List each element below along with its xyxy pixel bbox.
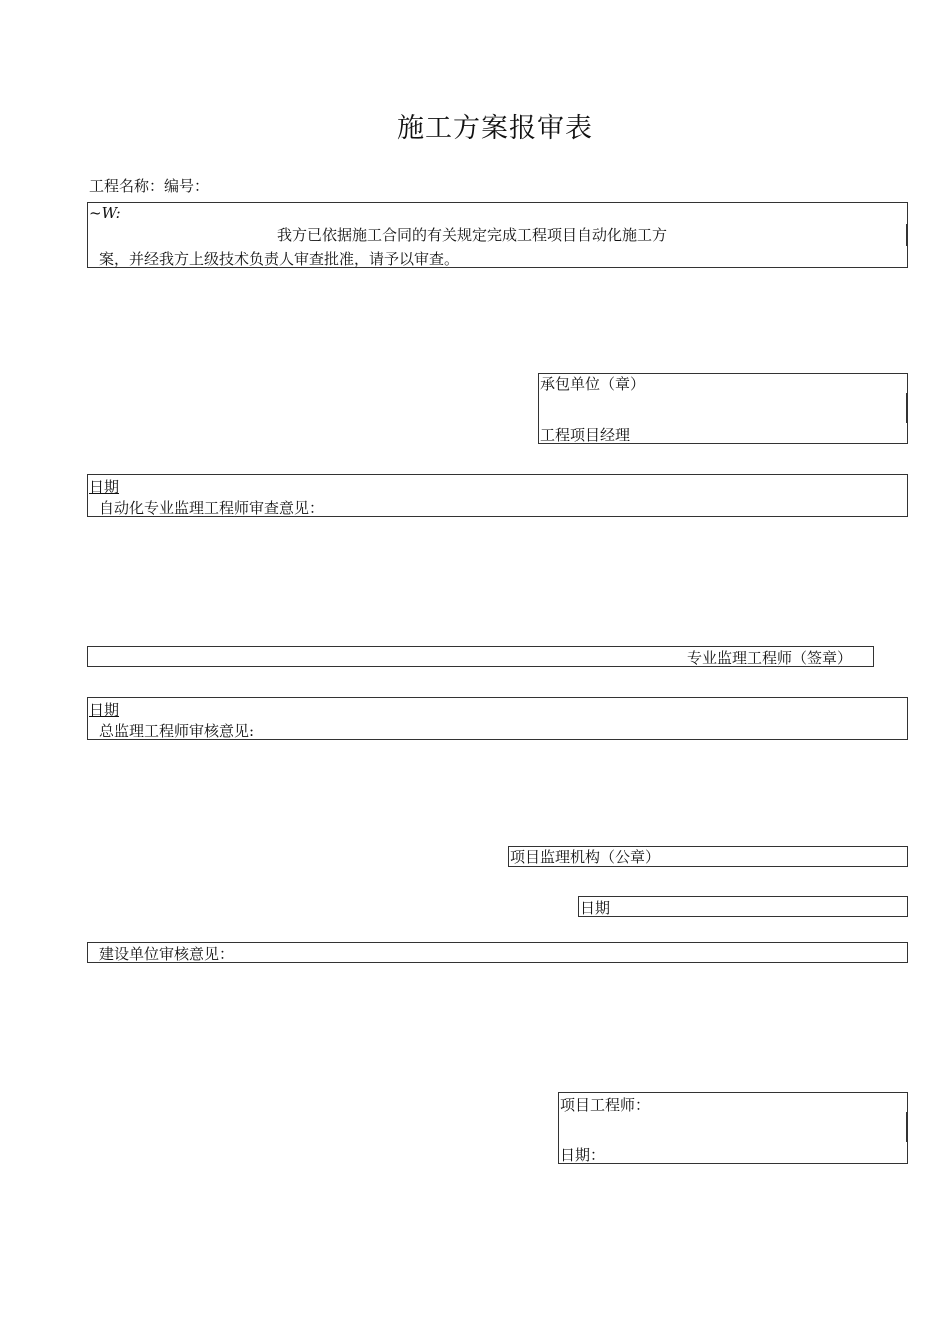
project-manager-label: 工程项目经理 — [540, 426, 631, 444]
contractor-date-label: 日期 — [89, 478, 120, 496]
chief-opinion-label: 总监理工程师审核意见: — [99, 722, 255, 740]
project-engineer-label: 项目工程师： — [560, 1096, 651, 1114]
contractor-seal-label: 承包单位（章） — [540, 375, 646, 393]
owner-date-label: 日期： — [560, 1146, 606, 1164]
supervision-date-box — [578, 896, 908, 917]
supervision-org-seal-label: 项目监理机构（公章） — [510, 848, 661, 866]
specialist-date-label: 日期 — [89, 701, 120, 719]
box-edge-mark — [906, 393, 908, 423]
project-name-number-label: 工程名称：编号： — [89, 177, 210, 195]
box-edge-mark — [906, 224, 908, 246]
box-edge-mark — [906, 1112, 908, 1142]
submission-text-line2: 案，并经我方上级技术负责人审查批准，请予以审查。 — [99, 250, 460, 268]
owner-opinion-label: 建设单位审核意见： — [99, 945, 235, 963]
page-title: 施工方案报审表 — [397, 113, 593, 144]
specialist-opinion-label: 自动化专业监理工程师审查意见： — [99, 499, 325, 517]
supervision-date-label: 日期 — [580, 899, 611, 917]
submission-text-line1: 我方已依据施工合同的有关规定完成工程项目自动化施工方 — [277, 226, 668, 244]
recipient-label: ~W: — [89, 204, 121, 222]
specialist-engineer-sign-label: 专业监理工程师（签章） — [687, 649, 853, 667]
